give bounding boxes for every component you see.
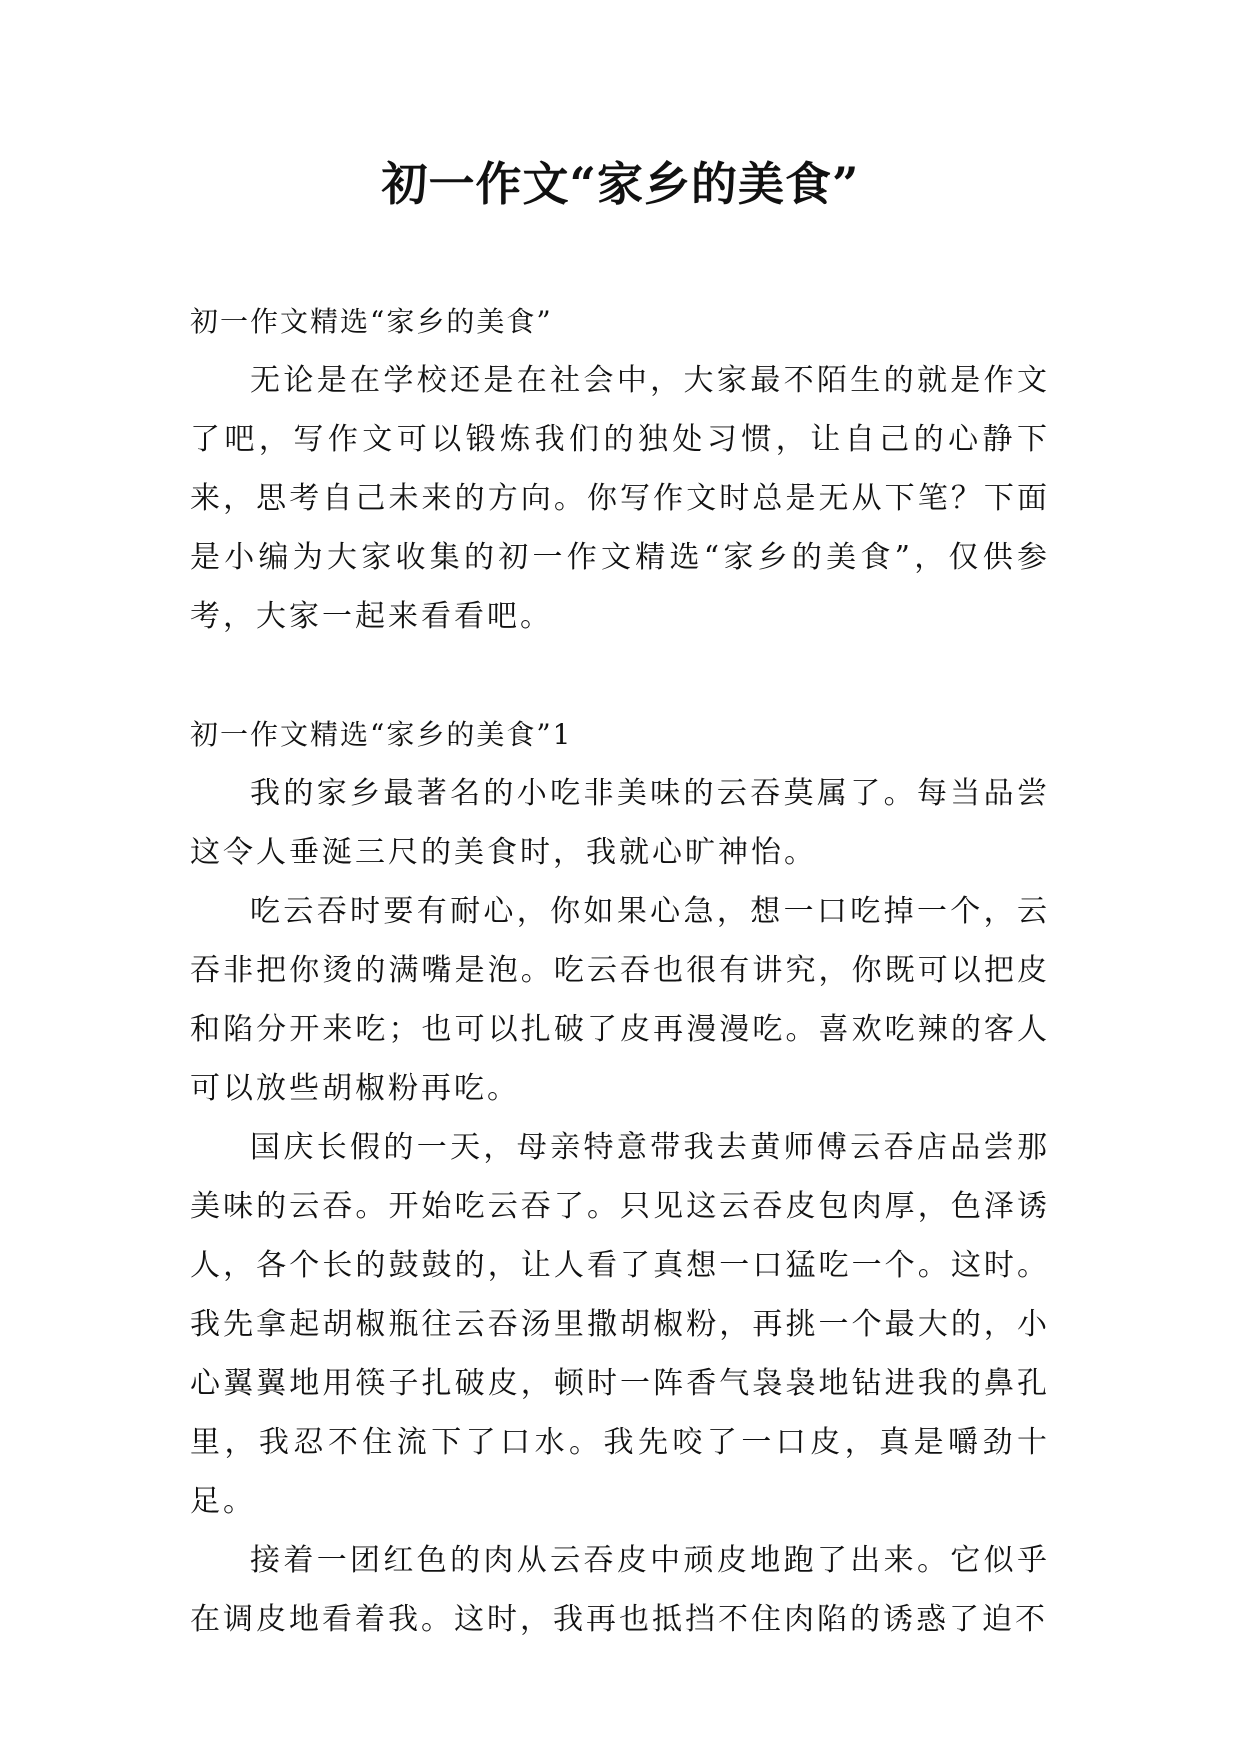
body-paragraph-2: 吃云吞时要有耐心，你如果心急，想一口吃掉一个，云吞非把你烫的满嘴是泡。吃云吞也很有讲究，你既可以把皮和陷分开来吃；也可以扎破了皮再漫漫吃。喜欢吃辣的客人可以放些胡椒粉再吃。	[190, 894, 1050, 1106]
document-title: 初一作文“家乡的美食”	[381, 157, 860, 211]
body-paragraph-1: 我的家乡最著名的小吃非美味的云吞莫属了。每当品尝这令人垂涎三尺的美食时，我就心旷神怡。	[190, 776, 1050, 870]
section-gap	[190, 646, 1050, 705]
intro-heading: 初一作文精选“家乡的美食”	[190, 305, 553, 338]
intro-paragraph: 无论是在学校还是在社会中，大家最不陌生的就是作文了吧，写作文可以锻炼我们的独处习惯，让自己的心静下来，思考自己未来的方向。你写作文时总是无从下笔？下面是小编为大家收集的初一作文精选“家乡的美食”，仅供参考，大家一起来看看吧。	[190, 363, 1050, 634]
section-heading: 初一作文精选“家乡的美食”1	[190, 718, 573, 751]
body-paragraph-4: 接着一团红色的肉从云吞皮中顽皮地跑了出来。它似乎在调皮地看着我。这时，我再也抵挡不住肉陷的诱惑了迫不	[190, 1543, 1050, 1637]
body-paragraph-3: 国庆长假的一天，母亲特意带我去黄师傅云吞店品尝那美味的云吞。开始吃云吞了。只见这云吞皮包肉厚，色泽诱人，各个长的鼓鼓的，让人看了真想一口猛吃一个。这时。我先拿起胡椒瓶往云吞汤里撒胡椒粉，再挑一个最大的，小心翼翼地用筷子扎破皮，顿时一阵香气袅袅地钻进我的鼻孔里，我忍不住流下了口水。我先咬了一口皮，真是嚼劲十足。	[190, 1130, 1050, 1519]
document-body	[190, 292, 1050, 1649]
